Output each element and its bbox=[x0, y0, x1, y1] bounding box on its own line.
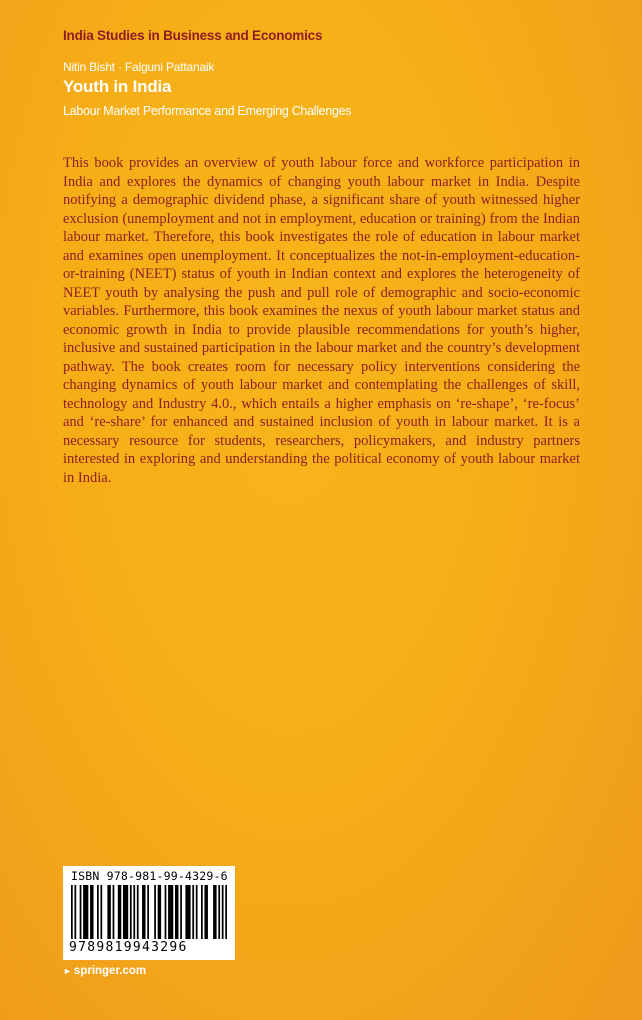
barcode-bar bbox=[218, 885, 220, 939]
barcode-bar bbox=[123, 885, 128, 939]
book-title: Youth in India bbox=[63, 77, 172, 96]
barcode-bar bbox=[201, 885, 203, 939]
barcode-bar bbox=[154, 885, 156, 939]
barcode-bar bbox=[100, 885, 102, 939]
barcode-bar bbox=[97, 885, 99, 939]
barcode-bar bbox=[158, 885, 161, 939]
authors: Nitin Bisht · Falguni Pattanaik bbox=[63, 60, 215, 74]
barcode-bar bbox=[107, 885, 110, 939]
isbn-barcode bbox=[63, 866, 235, 960]
barcode-bar bbox=[147, 885, 149, 939]
barcode-bar bbox=[222, 885, 224, 939]
barcode-bar bbox=[74, 885, 76, 939]
barcode-bar bbox=[192, 885, 194, 939]
barcode-bar bbox=[225, 885, 227, 939]
barcode-bar bbox=[213, 885, 216, 939]
barcode-bar bbox=[142, 885, 145, 939]
publisher-website[interactable] bbox=[63, 965, 146, 977]
barcode-bar bbox=[168, 885, 173, 939]
barcode-bar bbox=[137, 885, 139, 939]
barcode-bar bbox=[185, 885, 190, 939]
website-label: springer.com bbox=[73, 965, 147, 977]
barcode-bars bbox=[71, 885, 227, 939]
barcode-bar bbox=[80, 885, 82, 939]
book-description: This book provides an overview of youth labour force and workforce participation in India and explores the dynamics of changing youth labour market in India. Despite notifying a demographic dividend phase, a significant share of youth witnessed higher exclusion (unemployment and not in employment, education or training) from the Indian labour market. Therefore, this book investigates the role of education in labour market and examines open unemployment. It conceptualizes the not-in-employment-education-or-training (NEET) status of youth in Indian context and explores the heterogeneity of NEET youth by analysing the push and pull role of demographic and socio-economic variables. Furthermore, this book examines the nexus of youth labour market status and economic growth in India to provide plausible recommendations for youth’s higher, inclusive and sustained participation in the labour market and the country’s development pathway. The book creates room for necessary policy interventions considering the changing dynamics of youth labour market and contemplating the challenges of skill, technology and Industry 4.0., which entails a higher emphasis on ‘re-shape’, ‘re-focus’ and ‘re-share’ for enhanced and sustained inclusion of youth in labour market. It is a necessary resource for students, researchers, policymakers, and industry partners interested in exploring and understanding the political economy of youth labour market in India. bbox=[63, 155, 580, 486]
barcode-bar bbox=[130, 885, 132, 939]
series-name: India Studies in Business and Economics bbox=[63, 28, 323, 43]
book-subtitle: Labour Market Performance and Emerging Challenges bbox=[63, 104, 352, 118]
isbn-label: ISBN 978-981-99-4329-6 bbox=[71, 869, 228, 883]
barcode-bar bbox=[83, 885, 88, 939]
arrow-icon: ► bbox=[63, 966, 72, 976]
barcode-bar bbox=[71, 885, 73, 939]
barcode-bar bbox=[196, 885, 198, 939]
barcode-bar bbox=[204, 885, 207, 939]
barcode-bar bbox=[180, 885, 182, 939]
barcode-bar bbox=[175, 885, 178, 939]
barcode-bar bbox=[133, 885, 135, 939]
barcode-bar bbox=[165, 885, 167, 939]
barcode-bar bbox=[90, 885, 93, 939]
barcode-digits: 9789819943296 bbox=[69, 940, 188, 955]
barcode-bar bbox=[113, 885, 115, 939]
barcode-bar bbox=[118, 885, 121, 939]
